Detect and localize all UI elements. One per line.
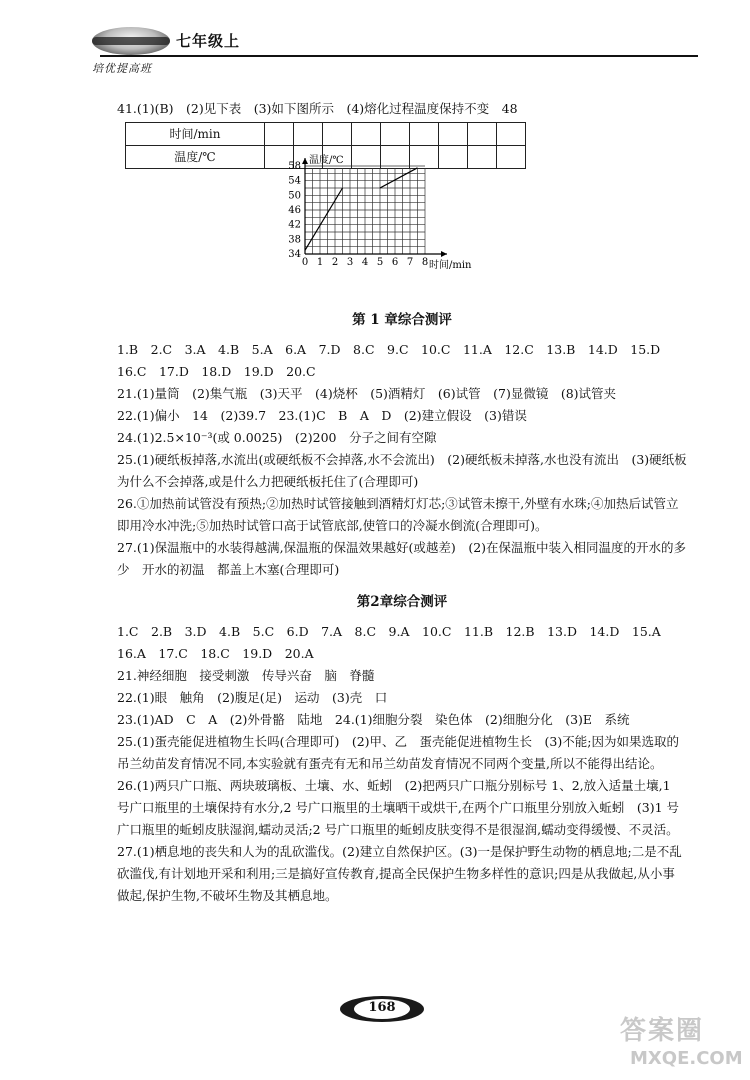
temperature-graph <box>117 155 687 299</box>
y-tick-label: 42 <box>288 219 301 231</box>
watermark-url: MXQE.COM <box>630 1048 743 1069</box>
x-tick-label: 4 <box>361 257 369 268</box>
page-header <box>0 0 750 90</box>
series-subtitle: 培优提高班 <box>92 62 152 75</box>
page-number-badge <box>340 996 424 1022</box>
y-tick-label: 46 <box>288 205 301 216</box>
x-axis-arrow <box>441 251 447 257</box>
x-tick-label: 5 <box>376 257 384 268</box>
answer-line: 21.神经细胞 接受刺激 传导兴奋 脑 脊髓 <box>117 668 375 683</box>
x-axis-label: 时间/min <box>429 260 472 271</box>
series-logo <box>92 27 170 55</box>
answer-paragraph: 25.(1)硬纸板掉落,水流出(或硬纸板不会掉落,水不会流出) (2)硬纸板未掉落,水也没有流出 (3)硬纸板为什么不会掉落,或是什么力把硬纸板托住了(合理即可) <box>117 452 687 489</box>
table-row-label: 时间/min <box>126 123 265 146</box>
x-tick-label: 0 <box>301 257 309 268</box>
section-title-ch2: 第2章综合测评 <box>356 594 448 610</box>
answer-paragraph: 27.(1)保温瓶中的水装得越满,保温瓶的保温效果越好(或越差) (2)在保温瓶中装入相同温度的开水的多少 开水的初温 都盖上木塞(合理即可) <box>117 540 687 577</box>
answer-line: 22.(1)眼 触角 (2)腹足(足) 运动 (3)壳 口 <box>117 690 388 705</box>
grade-title: 七年级上 <box>176 32 241 50</box>
page-number: 168 <box>368 1000 396 1015</box>
answer-line: 16.A 17.C 18.C 19.D 20.A <box>117 646 314 661</box>
y-tick-label: 50 <box>288 190 301 202</box>
answer-line: 16.C 17.D 18.D 19.D 20.C <box>117 364 316 379</box>
x-tick-label: 6 <box>391 257 399 268</box>
answer-line: 23.(1)AD C A (2)外骨骼 陆地 24.(1)细胞分裂 染色体 (2)细胞分化 (3)E 系统 <box>117 712 630 727</box>
header-rule <box>100 55 698 57</box>
answer-line: 24.(1)2.5×10⁻³(或 0.0025) (2)200 分子之间有空隙 <box>117 430 437 445</box>
q41-answer: 41.(1)(B) (2)见下表 (3)如下图所示 (4)熔化过程温度保持不变 48 <box>117 101 518 116</box>
watermark-text: 答案圈 <box>620 1016 705 1046</box>
section-ch1-answers <box>117 339 687 581</box>
table-row <box>126 123 526 146</box>
answer-content <box>117 98 687 907</box>
data-segment <box>380 168 418 188</box>
table-row-label: 温度/℃ <box>126 146 265 169</box>
y-tick-label: 34 <box>288 249 301 260</box>
y-tick-label: 58 <box>288 161 301 172</box>
answer-paragraph: 26.①加热前试管没有预热;②加热时试管接触到酒精灯灯芯;③试管未擦干,外壁有水珠;④加热后试管立即用冷水冲洗;⑤加热时试管口高于试管底部,使管口的冷凝水倒流(合理即可)。 <box>117 496 679 533</box>
answer-line: 21.(1)量筒 (2)集气瓶 (3)天平 (4)烧杯 (5)酒精灯 (6)试管 (7)显微镜 (8)试管夹 <box>117 386 617 401</box>
x-tick-label: 7 <box>406 257 414 268</box>
x-tick-label: 8 <box>421 257 429 268</box>
temperature-chart-svg <box>117 155 687 299</box>
answer-line: 1.B 2.C 3.A 4.B 5.A 6.A 7.D 8.C 9.C 10.C 11.A 12.C 13.B 14.D 15.D <box>117 342 661 357</box>
watermark <box>620 1010 745 1076</box>
x-tick-label: 2 <box>331 257 339 268</box>
y-tick-label: 38 <box>288 234 301 246</box>
answer-line: 1.C 2.B 3.D 4.B 5.C 6.D 7.A 8.C 9.A 10.C 11.B 12.B 13.D 14.D 15.A <box>117 624 661 639</box>
y-tick-label: 54 <box>288 175 301 187</box>
answer-paragraph: 26.(1)两只广口瓶、两块玻璃板、土壤、水、蚯蚓 (2)把两只广口瓶分别标号 1、2,放入适量土壤,1 号广口瓶里的土壤保持有水分,2 号广口瓶里的土壤晒干或烘干,在两个广口瓶里分别放入蚯蚓 (3)1 号广口瓶里的蚯蚓皮肤湿润,蠕动灵活;2 号广口瓶里的蚯蚓皮肤变得不是很湿润,蠕动变得缓慢、不灵活。 <box>117 778 680 837</box>
section-title-ch1: 第 1 章综合测评 <box>352 312 452 328</box>
section-ch2-answers <box>117 621 687 907</box>
data-segment <box>305 188 343 250</box>
x-tick-label: 1 <box>316 257 324 268</box>
answer-paragraph: 27.(1)栖息地的丧失和人为的乱砍滥伐。(2)建立自然保护区。(3)一是保护野生动物的栖息地;二是不乱砍滥伐,有计划地开采和利用;三是搞好宣传教育,提高全民保护生物多样性的意识;四是从我做起,从小事做起,保护生物,不破坏生物及其栖息地。 <box>117 844 682 903</box>
answer-paragraph: 25.(1)蛋壳能促进植物生长吗(合理即可) (2)甲、乙 蛋壳能促进植物生长 (3)不能;因为如果选取的吊兰幼苗发育情况不同,本实验就有蛋壳有无和吊兰幼苗发育情况不同两个变量,所以不能得出结论。 <box>117 734 679 771</box>
x-tick-label: 3 <box>346 257 354 268</box>
answer-line: 22.(1)偏小 14 (2)39.7 23.(1)C B A D (2)建立假设 (3)错误 <box>117 408 527 423</box>
y-axis-label: 温度/℃ <box>309 155 344 166</box>
